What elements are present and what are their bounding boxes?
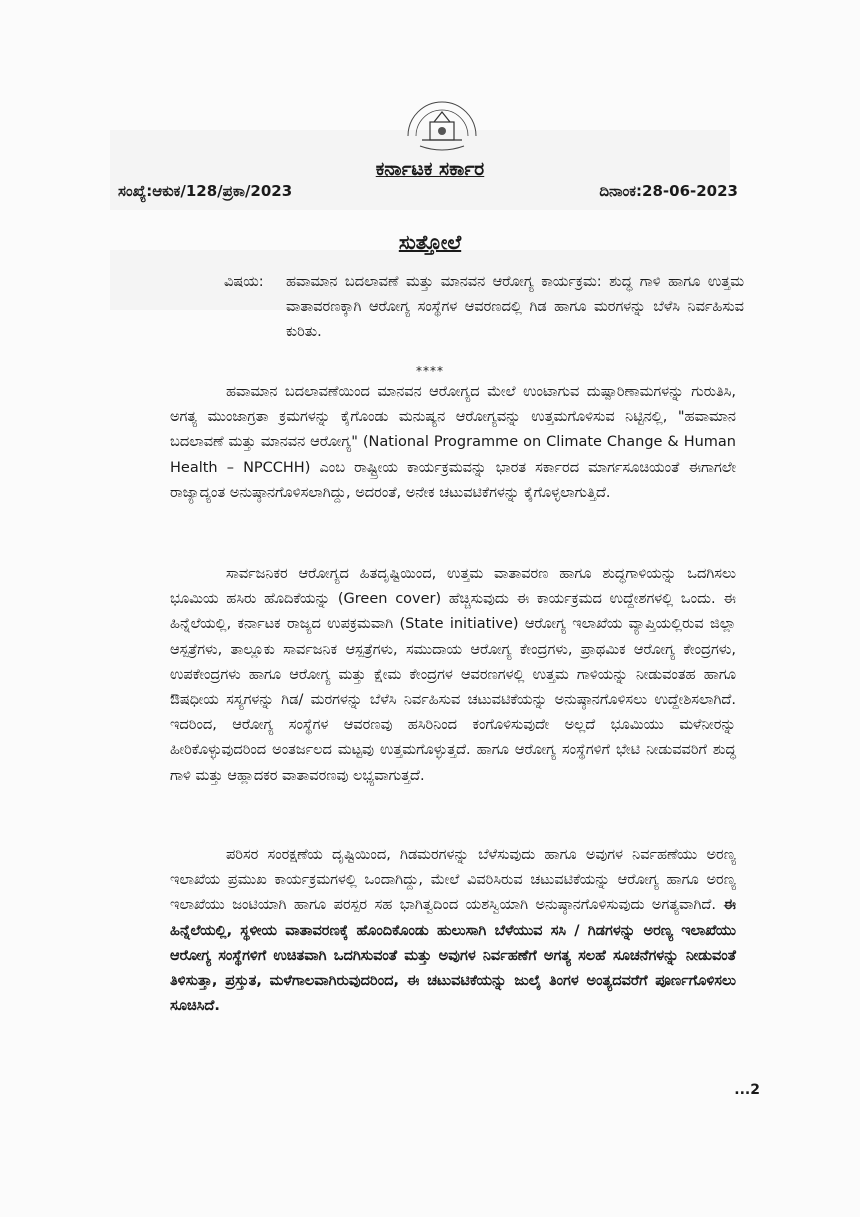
paragraph-1-text: ಹವಾಮಾನ ಬದಲಾವಣೆಯಿಂದ ಮಾನವನ ಆರೋಗ್ಯದ ಮೇಲೆ ಉಂಟಾಗುವ ದುಷ್ಪಾರಿಣಾಮಗಳನ್ನು ಗುರುತಿಸಿ, ಅಗತ್ಯ ಮುಂಜಾಗ್ರತಾ ಕ್ರಮಗಳನ್ನು ಕೈಗೊಂಡು ಮನುಷ್ಯನ ಆರೋಗ್ಯವನ್ನು ಉತ್ತಮಗೊಳಿಸುವ ನಿಟ್ಟಿನಲ್ಲಿ, "ಹವಾಮಾನ ಬದಲಾವಣೆ ಮತ್ತು ಮಾನವನ ಆರೋಗ್ಯ" (National Programme on Climate Change & Human Health – NPCCHH) ಎಂಬ ರಾಷ್ಟ್ರೀಯ ಕಾರ್ಯಕ್ರಮವನ್ನು ಭಾರತ ಸರ್ಕಾರದ ಮಾರ್ಗಸೂಚಿಯಂತೆ ಈಗಾಗಲೇ ರಾಜ್ಯಾದ್ಯಂತ ಅನುಷ್ಠಾನಗೊಳಿಸಲಾಗಿದ್ದು, ಅದರಂತೆ, ಅನೇಕ ಚಟುವಟಿಕೆಗಳನ್ನು ಕೈಗೊಳ್ಳಲಾಗುತ್ತಿದೆ. xyxy=(170,384,736,501)
reference-number: ಸಂಖ್ಯೆ:ಆಕುಕ/128/ಪ್ರಕಾ/2023 xyxy=(118,182,293,200)
subject-block xyxy=(224,270,744,345)
circular-date: ದಿನಾಂಕ:28-06-2023 xyxy=(599,182,738,200)
emblem-icon xyxy=(400,96,484,160)
paragraph-3-text: ಪರಿಸರ ಸಂರಕ್ಷಣೆಯ ದೃಷ್ಟಿಯಿಂದ, ಗಿಡಮರಗಳನ್ನು ಬೆಳೆಸುವುದು ಹಾಗೂ ಅವುಗಳ ನಿರ್ವಹಣೆಯು ಅರಣ್ಯ ಇಲಾಖೆಯ ಪ್ರಮುಖ ಕಾರ್ಯಕ್ರಮಗಳಲ್ಲಿ ಒಂದಾಗಿದ್ದು, ಮೇಲೆ ವಿವರಿಸಿರುವ ಚಟುವಟಿಕೆಯನ್ನು ಆರೋಗ್ಯ ಹಾಗೂ ಅರಣ್ಯ ಇಲಾಖೆಯು ಜಂಟಿಯಾಗಿ ಹಾಗೂ ಪರಸ್ಪರ ಸಹ ಭಾಗಿತ್ವದಿಂದ ಯಶಸ್ವಿಯಾಗಿ ಅನುಷ್ಠಾನಗೊಳಿಸುವುದು ಅಗತ್ಯವಾಗಿದೆ. xyxy=(170,847,736,914)
paragraph-2 xyxy=(170,562,736,789)
subject-label: ವಿಷಯ: xyxy=(224,274,264,290)
circular-title: ಸುತ್ತೋಲೆ xyxy=(398,230,462,254)
paragraph-1 xyxy=(170,380,736,506)
paragraph-2-text: ಸಾರ್ವಜನಿಕರ ಆರೋಗ್ಯದ ಹಿತದೃಷ್ಟಿಯಿಂದ, ಉತ್ತಮ ವಾತಾವರಣ ಹಾಗೂ ಶುದ್ಧಗಾಳಿಯನ್ನು ಒದಗಿಸಲು ಭೂಮಿಯ ಹಸಿರು ಹೊದಿಕೆಯನ್ನು (Green cover) ಹೆಚ್ಚಿಸುವುದು ಈ ಕಾರ್ಯಕ್ರಮದ ಉದ್ದೇಶಗಳಲ್ಲಿ ಒಂದು. ಈ ಹಿನ್ನೆಲೆಯಲ್ಲಿ, ಕರ್ನಾಟಕ ರಾಜ್ಯದ ಉಪಕ್ರಮವಾಗಿ (State initiative) ಆರೋಗ್ಯ ಇಲಾಖೆಯ ವ್ಯಾಪ್ತಿಯಲ್ಲಿರುವ ಜಿಲ್ಲಾ ಆಸ್ಪತ್ರೆಗಳು, ತಾಲ್ಲೂಕು ಸಾರ್ವಜನಿಕ ಆಸ್ಪತ್ರೆಗಳು, ಸಮುದಾಯ ಆರೋಗ್ಯ ಕೇಂದ್ರಗಳು, ಪ್ರಾಥಮಿಕ ಆರೋಗ್ಯ ಕೇಂದ್ರಗಳು, ಉಪಕೇಂದ್ರಗಳು ಹಾಗೂ ಆರೋಗ್ಯ ಮತ್ತು ಕ್ಷೇಮ ಕೇಂದ್ರಗಳ ಆವರಣಗಳಲ್ಲಿ ಉತ್ತಮ ಗಾಳಿಯನ್ನು ನೀಡುವಂತಹ ಹಾಗೂ ಔಷಧೀಯ ಸಸ್ಯಗಳನ್ನು ಗಿಡ/ ಮರಗಳನ್ನು ಬೆಳೆಸಿ ನಿರ್ವಹಿಸುವ ಚಟುವಟಿಕೆಯನ್ನು ಅನುಷ್ಠಾನಗೊಳಿಸಲು ಉದ್ದೇಶಿಸಲಾಗಿದೆ. ಇದರಿಂದ, ಆರೋಗ್ಯ ಸಂಸ್ಥೆಗಳ ಆವರಣವು ಹಸಿರಿನಿಂದ ಕಂಗೊಳಿಸುವುದೇ ಅಲ್ಲದೆ ಭೂಮಿಯು ಮಳೆನೀರನ್ನು ಹೀರಿಕೊಳ್ಳುವುದರಿಂದ ಅಂತರ್ಜಲದ ಮಟ್ಟವು ಉತ್ತಮಗೊಳ್ಳುತ್ತದೆ. ಹಾಗೂ ಆರೋಗ್ಯ ಸಂಸ್ಥೆಗಳಿಗೆ ಭೇಟಿ ನೀಡುವವರಿಗೆ ಶುದ್ಧ ಗಾಳಿ ಮತ್ತು ಆಹ್ಲಾದಕರ ವಾತಾವರಣವು ಲಭ್ಯವಾಗುತ್ತದೆ. xyxy=(170,566,736,784)
subject-text: ಹವಾಮಾನ ಬದಲಾವಣೆ ಮತ್ತು ಮಾನವನ ಆರೋಗ್ಯ ಕಾರ್ಯಕ್ರಮ: ಶುದ್ಧ ಗಾಳಿ ಹಾಗೂ ಉತ್ತಮ ವಾತಾವರಣಕ್ಕಾಗಿ ಆರೋಗ್ಯ ಸಂಸ್ಥೆಗಳ ಆವರಣದಲ್ಲಿ ಗಿಡ ಹಾಗೂ ಮರಗಳನ್ನು ಬೆಳೆಸಿ ನಿರ್ವಹಿಸುವ ಕುರಿತು. xyxy=(286,274,744,340)
separator: **** xyxy=(416,364,444,378)
page-continuation: ...2 xyxy=(734,1082,760,1098)
paragraph-3 xyxy=(170,843,736,1019)
government-title: ಕರ್ನಾಟಕ ಸರ್ಕಾರ xyxy=(375,158,485,180)
government-emblem-logo xyxy=(400,96,484,160)
paragraph-3-bold-text: ಈ ಹಿನ್ನೆಲೆಯಲ್ಲಿ, ಸ್ಥಳೀಯ ವಾತಾವರಣಕ್ಕೆ ಹೊಂದಿಕೊಂಡು ಹುಲುಸಾಗಿ ಬೆಳೆಯುವ ಸಸಿ / ಗಿಡಗಳನ್ನು ಅರಣ್ಯ ಇಲಾಖೆಯು ಆರೋಗ್ಯ ಸಂಸ್ಥೆಗಳಿಗೆ ಉಚಿತವಾಗಿ ಒದಗಿಸುವಂತೆ ಮತ್ತು ಅವುಗಳ ನಿರ್ವಹಣೆಗೆ ಅಗತ್ಯ ಸಲಹೆ ಸೂಚನೆಗಳನ್ನು ನೀಡುವಂತೆ ತಿಳಿಸುತ್ತಾ, ಪ್ರಸ್ತುತ, ಮಳೆಗಾಲವಾಗಿರುವುದರಿಂದ, ಈ ಚಟುವಟಿಕೆಯನ್ನು ಜುಲೈ ತಿಂಗಳ ಅಂತ್ಯದವರೆಗೆ ಪೂರ್ಣಗೊಳಿಸಲು ಸೂಚಿಸಿದೆ. xyxy=(170,897,736,1015)
